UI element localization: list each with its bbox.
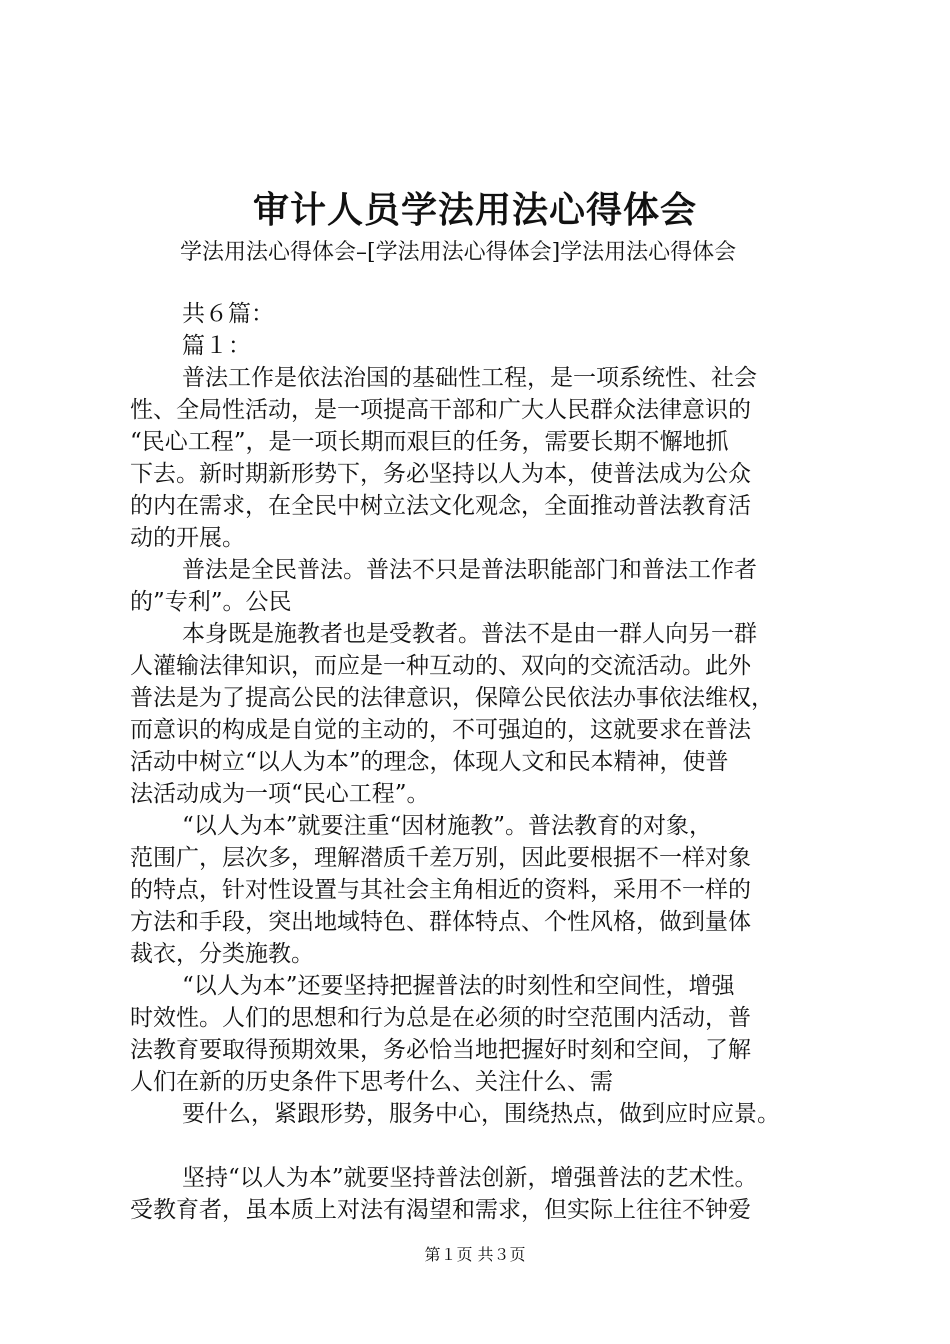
body-line: 范围广，层次多，理解潜质千差万别，因此要根据不一样对象 xyxy=(130,845,751,871)
body-line: “民心工程”，是一项长期而艰巨的任务，需要长期不懈地抓 xyxy=(130,429,729,455)
body-line: 法活动成为一项“民心工程”。 xyxy=(130,781,430,807)
document-subtitle: 学法用法心得体会–[学法用法心得体会]学法用法心得体会 xyxy=(180,240,737,265)
body-line: 活动中树立“以人为本”的理念，体现人文和民本精神，使普 xyxy=(130,749,729,775)
body-line: 篇１： xyxy=(182,333,251,359)
body-line: 的特点，针对性设置与其社会主角相近的资料，采用不一样的 xyxy=(130,877,751,903)
body-line: 本身既是施教者也是受教者。普法不是由一群人向另一群 xyxy=(182,621,757,647)
body-line xyxy=(130,1130,840,1162)
body-line: 普法是为了提高公民的法律意识，保障公民依法办事依法维权， xyxy=(130,685,774,711)
body-line: 普法工作是依法治国的基础性工程，是一项系统性、社会 xyxy=(182,365,757,391)
body-line: 的”专利”。公民 xyxy=(130,589,292,615)
body-line: “以人为本”还要坚持把握普法的时刻性和空间性，增强 xyxy=(182,973,735,999)
body-line: 要什么，紧跟形势，服务中心，围绕热点，做到应时应景。 xyxy=(182,1101,780,1127)
body-line: 的内在需求，在全民中树立法文化观念，全面推动普法教育活 xyxy=(130,493,751,519)
body-line: 普法是全民普法。普法不只是普法职能部门和普法工作者 xyxy=(182,557,757,583)
body-line: 动的开展。 xyxy=(130,525,245,551)
body-line: 时效性。人们的思想和行为总是在必须的时空范围内活动，普 xyxy=(130,1005,751,1031)
body-line: 受教育者，虽本质上对法有渴望和需求，但实际上往往不钟爱 xyxy=(130,1197,751,1223)
body-line: 人们在新的历史条件下思考什么、关注什么、需 xyxy=(130,1069,613,1095)
body-line: 下去。新时期新形势下，务必坚持以人为本，使普法成为公众 xyxy=(130,461,751,487)
body-line: 裁衣，分类施教。 xyxy=(130,941,314,967)
document-title: 审计人员学法用法心得体会 xyxy=(252,189,697,231)
document-body xyxy=(130,298,840,1226)
body-line: 共６篇： xyxy=(182,301,274,327)
body-line: 坚持“以人为本”就要坚持普法创新，增强普法的艺术性。 xyxy=(182,1165,758,1191)
body-line: 人灌输法律知识，而应是一种互动的、双向的交流活动。此外 xyxy=(130,653,751,679)
body-line: 性、全局性活动，是一项提高干部和广大人民群众法律意识的 xyxy=(130,397,751,423)
body-line: 方法和手段，突出地域特色、群体特点、个性风格，做到量体 xyxy=(130,909,751,935)
page-footer: 第１页 共３页 xyxy=(424,1245,526,1264)
body-line: 法教育要取得预期效果，务必恰当地把握好时刻和空间，了解 xyxy=(130,1037,751,1063)
body-line: “以人为本”就要注重“因材施教”。普法教育的对象， xyxy=(182,813,713,839)
body-line: 而意识的构成是自觉的主动的，不可强迫的，这就要求在普法 xyxy=(130,717,751,743)
